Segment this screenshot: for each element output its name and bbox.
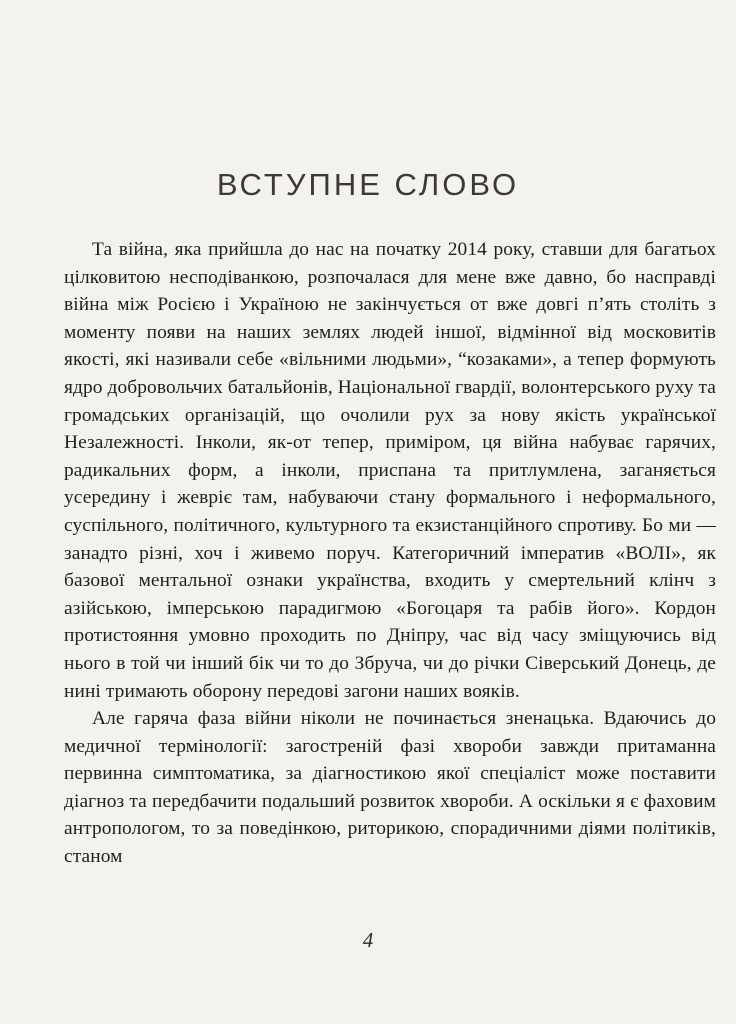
paragraph-1: Та війна, яка прийшла до нас на початку 2014 року, ставши для багатьох цілковитою несподіванкою, розпочалася для мене вже давно, бо насправді війна між Росією і Україною не закінчується от вже довгі п’ять століть з моменту появи на наших землях людей іншої, відмінної від московитів якості, які називали себе «вільними людьми», “козаками», а тепер формують ядро добровольчих батальйонів, Національної гвардії, волонтерського руху та громадських організацій, що очолили рух за нову якість української Незалежності. Інколи, як-от тепер, приміром, ця війна набуває гарячих, радикальних форм, а інколи, приспана та притлумлена, заганяється усередину і жевріє там, набуваючи стану формального і неформального, суспільного, політичного, культурного та екзистанційного спротиву. Бо ми — занадто різні, хоч і живемо поруч. Категоричний імператив «ВОЛІ», як базової ментальної ознаки українства, входить у смертельний клінч з азійською, імперською парадигмою «Богоцаря та рабів його». Кордон протистояння умовно проходить по Дніпру, час від часу зміщуючись від нього в той чи інший бік чи то до Збруча, чи до річки Сіверський Донець, де нині тримають оборону передові загони наших вояків.: [64, 239, 716, 702]
body-text: [64, 236, 716, 871]
page-number: 4: [362, 928, 374, 952]
page-title: ВСТУПНЕ СЛОВО: [216, 166, 520, 202]
paragraph-2: Але гаряча фаза війни ніколи не починається зненацька. Вдаючись до медичної термінології: загостреній фазі хвороби завжди притаманна первинна симптоматика, за діагностикою якої спеціаліст може поставити діагноз та передбачити подальший розвиток хвороби. А оскільки я є фаховим антропологом, то за поведінкою, риторикою, спорадичними діями політиків, станом: [64, 708, 716, 868]
